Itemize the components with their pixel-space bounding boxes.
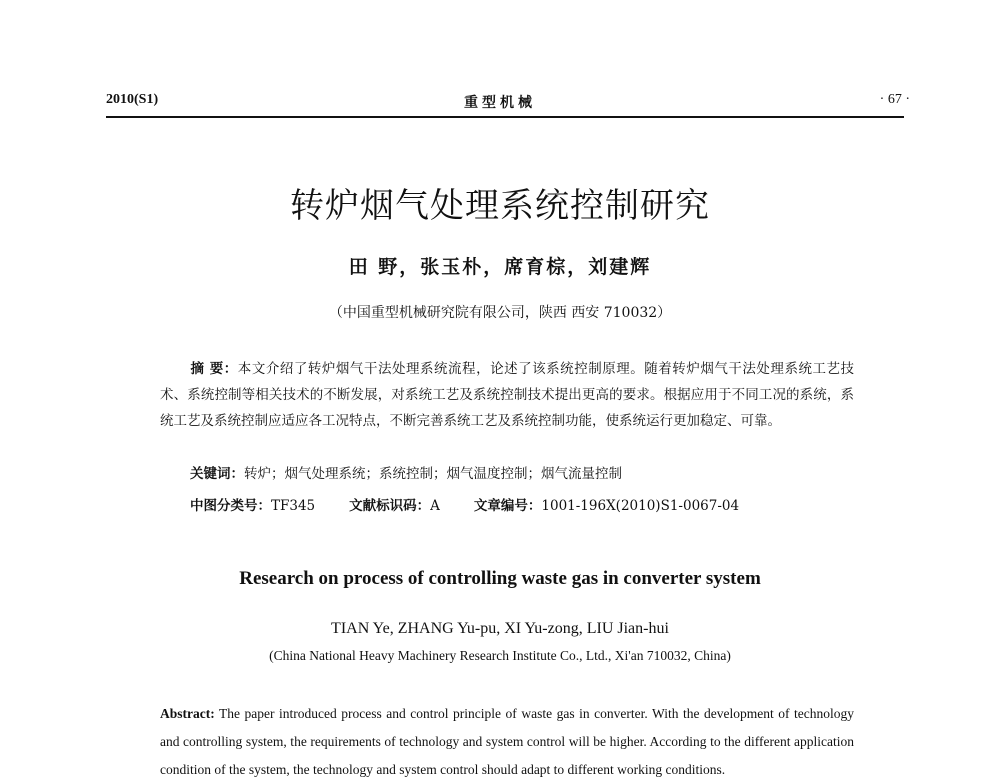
affiliation-cn: （中国重型机械研究院有限公司，陕西 西安 710032） — [328, 305, 672, 321]
doc-code-label: 文献标识码： — [349, 498, 431, 514]
article-number-label: 文章编号： — [473, 498, 542, 514]
abstract-cn-label: 摘 要： — [190, 361, 238, 377]
affiliation-en: (China National Heavy Machinery Research Institute Co., Ltd., Xi'an 710032, China) — [269, 648, 731, 663]
paper-title-en: Research on process of controlling waste gas in converter system — [239, 568, 761, 589]
paper-title-cn: 转炉烟气处理系统控制研究 — [290, 186, 710, 226]
clc-label: 中图分类号： — [190, 498, 271, 514]
page-number: · 67 · — [879, 92, 910, 107]
article-number-value: 1001-196X(2010)S1-0067-04 — [541, 498, 740, 514]
authors-en: TIAN Ye, ZHANG Yu-pu, XI Yu-zong, LIU Jian-hui — [331, 620, 669, 637]
authors-cn: 田 野，张玉朴，席育棕，刘建辉 — [348, 256, 652, 278]
doc-code-value: A — [430, 498, 440, 514]
keywords-cn — [190, 462, 622, 482]
header-rule — [106, 116, 904, 118]
keywords-cn-text: 转炉；烟气处理系统；系统控制；烟气温度控制；烟气流量控制 — [244, 466, 622, 482]
abstract-en-label: Abstract: — [160, 706, 215, 721]
abstract-cn-text: 本文介绍了转炉烟气干法处理系统流程，论述了该系统控制原理。随着转炉烟气干法处理系统工艺技术、系统控制等相关技术的不断发展，对系统工艺及系统控制技术提出更高的要求。根据应用于不同工况的系统，系统工艺及系统控制应适应各工况特点，不断完善系统工艺及系统控制功能，使系统运行更加稳定、可靠。 — [160, 361, 855, 429]
journal-issue: 2010(S1) — [106, 92, 159, 107]
abstract-en-text: The paper introduced process and control principle of waste gas in converter. With the development of technology and controlling system, the requirements of technology and system control will be higher. According to the different application condition of the system, the technology and system control should adapt to different working conditions. — [160, 706, 854, 777]
journal-name: 重型机械 — [464, 95, 536, 111]
classification-cn — [190, 494, 739, 514]
clc-value: TF345 — [271, 498, 316, 514]
abstract-en — [160, 700, 854, 784]
abstract-cn — [160, 356, 854, 434]
keywords-cn-label: 关键词： — [190, 466, 244, 482]
